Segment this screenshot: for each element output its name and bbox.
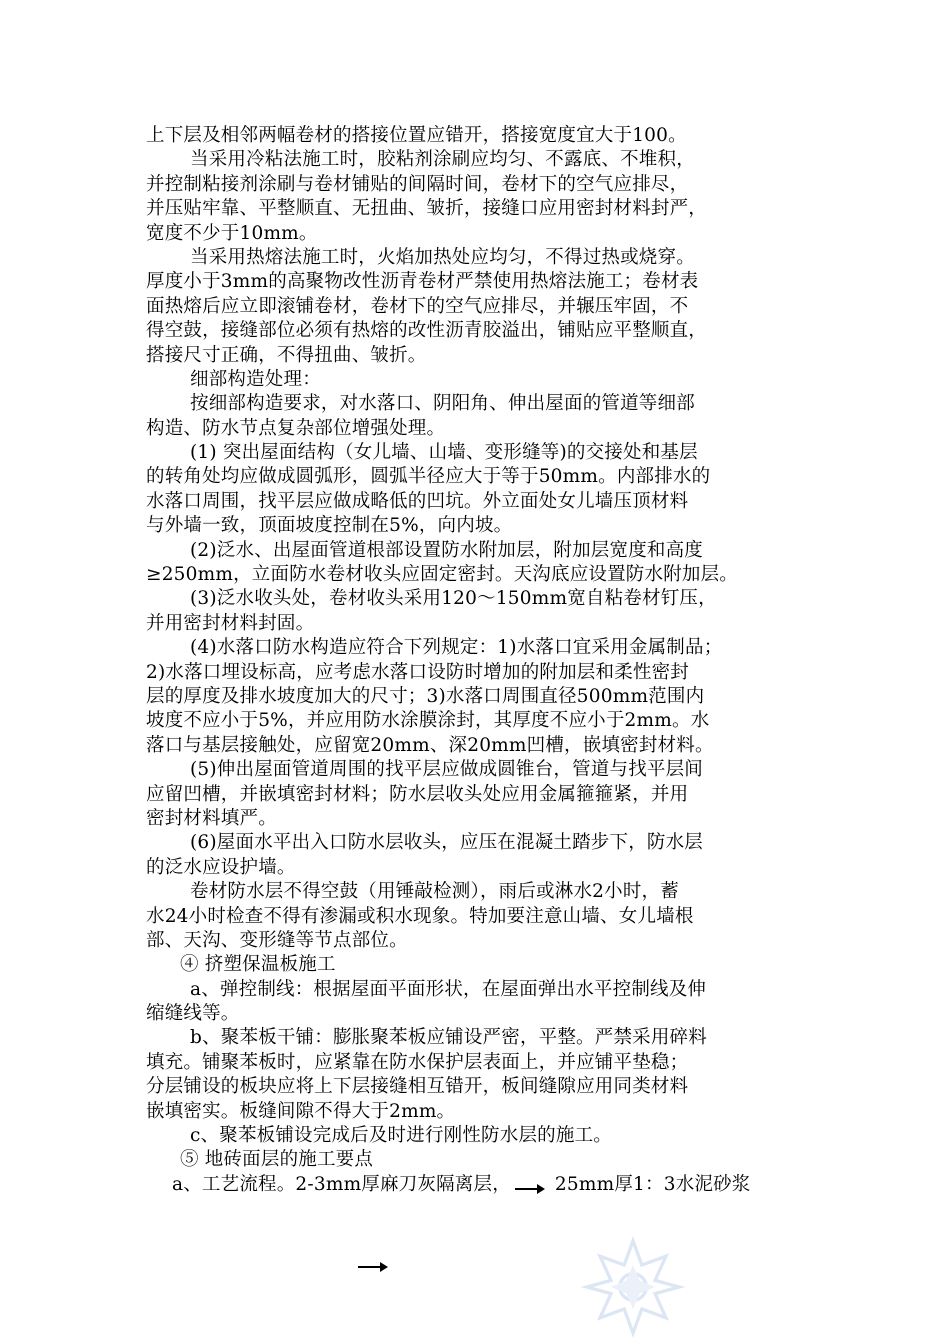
text-line: 2)水落口埋设标高，应考虑水落口设防时增加的附加层和柔性密封 — [146, 661, 689, 683]
text-line: (2)泛水、出屋面管道根部设置防水附加层，附加层宽度和高度 — [190, 539, 704, 561]
section-heading: ④ 挤塑保温板施工 — [180, 954, 336, 976]
text-line: (4)水落口防水构造应符合下列规定：1)水落口宜采用金属制品； — [190, 637, 723, 659]
text-line: 的泛水应设护墙。 — [146, 856, 296, 878]
text-line: 并压贴牢靠、平整顺直、无扭曲、皱折，接缝口应用密封材料封严， — [146, 198, 708, 220]
text-line: 与外墙一致，顶面坡度控制在5%，向内坡。 — [146, 515, 513, 537]
text-line: 落口与基层接触处，应留宽20mm、深20mm凹槽，嵌填密封材料。 — [146, 734, 714, 756]
flow-step-text: a、工艺流程。2-3mm厚麻刀灰隔离层， — [172, 1173, 511, 1195]
text-line: 搭接尺寸正确，不得扭曲、皱折。 — [146, 344, 427, 366]
text-line: 构造、防水节点复杂部位增强处理。 — [146, 417, 446, 439]
snowflake-watermark-icon — [578, 1232, 688, 1342]
right-arrow-icon — [515, 1182, 545, 1196]
text-line: 面热熔后应立即滚铺卷材，卷材下的空气应排尽，并辗压牢固，不 — [146, 295, 689, 317]
text-line: 按细部构造要求，对水落口、阴阳角、伸出屋面的管道等细部 — [190, 393, 695, 415]
text-line: 的转角处均应做成圆弧形，圆弧半径应大于等于50mm。内部排水的 — [146, 466, 711, 488]
text-line: 并用密封材料封固。 — [146, 612, 315, 634]
text-line: 应留凹槽，并嵌填密封材料；防水层收头处应用金属箍箍紧，并用 — [146, 783, 689, 805]
text-line: (3)泛水收头处，卷材收头采用120～150mm宽自粘卷材钉压， — [190, 588, 717, 610]
section-heading: 细部构造处理： — [190, 368, 321, 390]
text-line: (5)伸出屋面管道周围的找平层应做成圆锥台，管道与找平层间 — [190, 759, 704, 781]
text-line: 得空鼓，接缝部位必须有热熔的改性沥青胶溢出，铺贴应平整顺直， — [146, 320, 708, 342]
text-line: 当采用冷粘法施工时，胶粘剂涂刷应均匀、不露底、不堆积， — [190, 149, 695, 171]
text-line: 上下层及相邻两幅卷材的搭接位置应错开，搭接宽度宜大于100。 — [146, 125, 687, 146]
text-line: 水落口周围，找平层应做成略低的凹坑。外立面处女儿墙压顶材料 — [146, 490, 689, 512]
text-line: 填充。铺聚苯板时，应紧靠在防水保护层表面上，并应铺平垫稳； — [146, 1051, 689, 1073]
text-line: 厚度小于3mm的高聚物改性沥青卷材严禁使用热熔法施工；卷材表 — [146, 271, 699, 293]
right-arrow-icon — [358, 1260, 388, 1274]
text-line: (1) 突出屋面结构（女儿墙、山墙、变形缝等)的交接处和基层 — [190, 442, 698, 464]
text-line: 当采用热熔法施工时，火焰加热处应均匀，不得过热或烧穿。 — [190, 246, 695, 268]
text-line: c、聚苯板铺设完成后及时进行刚性防水层的施工。 — [190, 1125, 612, 1147]
document-body — [146, 124, 814, 1197]
text-line: b、聚苯板干铺：膨胀聚苯板应铺设严密，平整。严禁采用碎料 — [190, 1027, 707, 1049]
section-heading: ⑤ 地砖面层的施工要点 — [180, 1149, 374, 1171]
text-line: 水24小时检查不得有渗漏或积水现象。特加要注意山墙、女儿墙根 — [146, 905, 694, 927]
text-line: 并控制粘接剂涂刷与卷材铺贴的间隔时间，卷材下的空气应排尽， — [146, 173, 689, 195]
text-line: 分层铺设的板块应将上下层接缝相互错开，板间缝隙应用同类材料 — [146, 1076, 689, 1098]
text-line: 层的厚度及排水坡度加大的尺寸；3)水落口周围直径500mm范围内 — [146, 685, 705, 707]
process-flow-line — [146, 1173, 814, 1197]
text-line: 缩缝线等。 — [146, 1003, 240, 1025]
text-line: 部、天沟、变形缝等节点部位。 — [146, 929, 408, 951]
text-line: 嵌填密实。板缝间隙不得大于2mm。 — [146, 1100, 456, 1122]
text-line: 卷材防水层不得空鼓（用锤敲检测），雨后或淋水2小时，蓄 — [190, 881, 679, 903]
flow-step-text: 25mm厚1：3水泥砂浆 — [554, 1173, 751, 1195]
text-line: 坡度不应小于5%，并应用防水涂膜涂封，其厚度不应小于2mm。水 — [146, 710, 710, 732]
text-line: a、弹控制线：根据屋面平面形状，在屋面弹出水平控制线及伸 — [190, 978, 707, 1000]
text-line: (6)屋面水平出入口防水层收头，应压在混凝土踏步下，防水层 — [190, 832, 704, 854]
text-line: ≥250mm，立面防水卷材收头应固定密封。天沟底应设置防水附加层。 — [146, 564, 738, 586]
text-line: 密封材料填严。 — [146, 807, 277, 829]
text-line: 宽度不少于10mm。 — [146, 222, 318, 244]
